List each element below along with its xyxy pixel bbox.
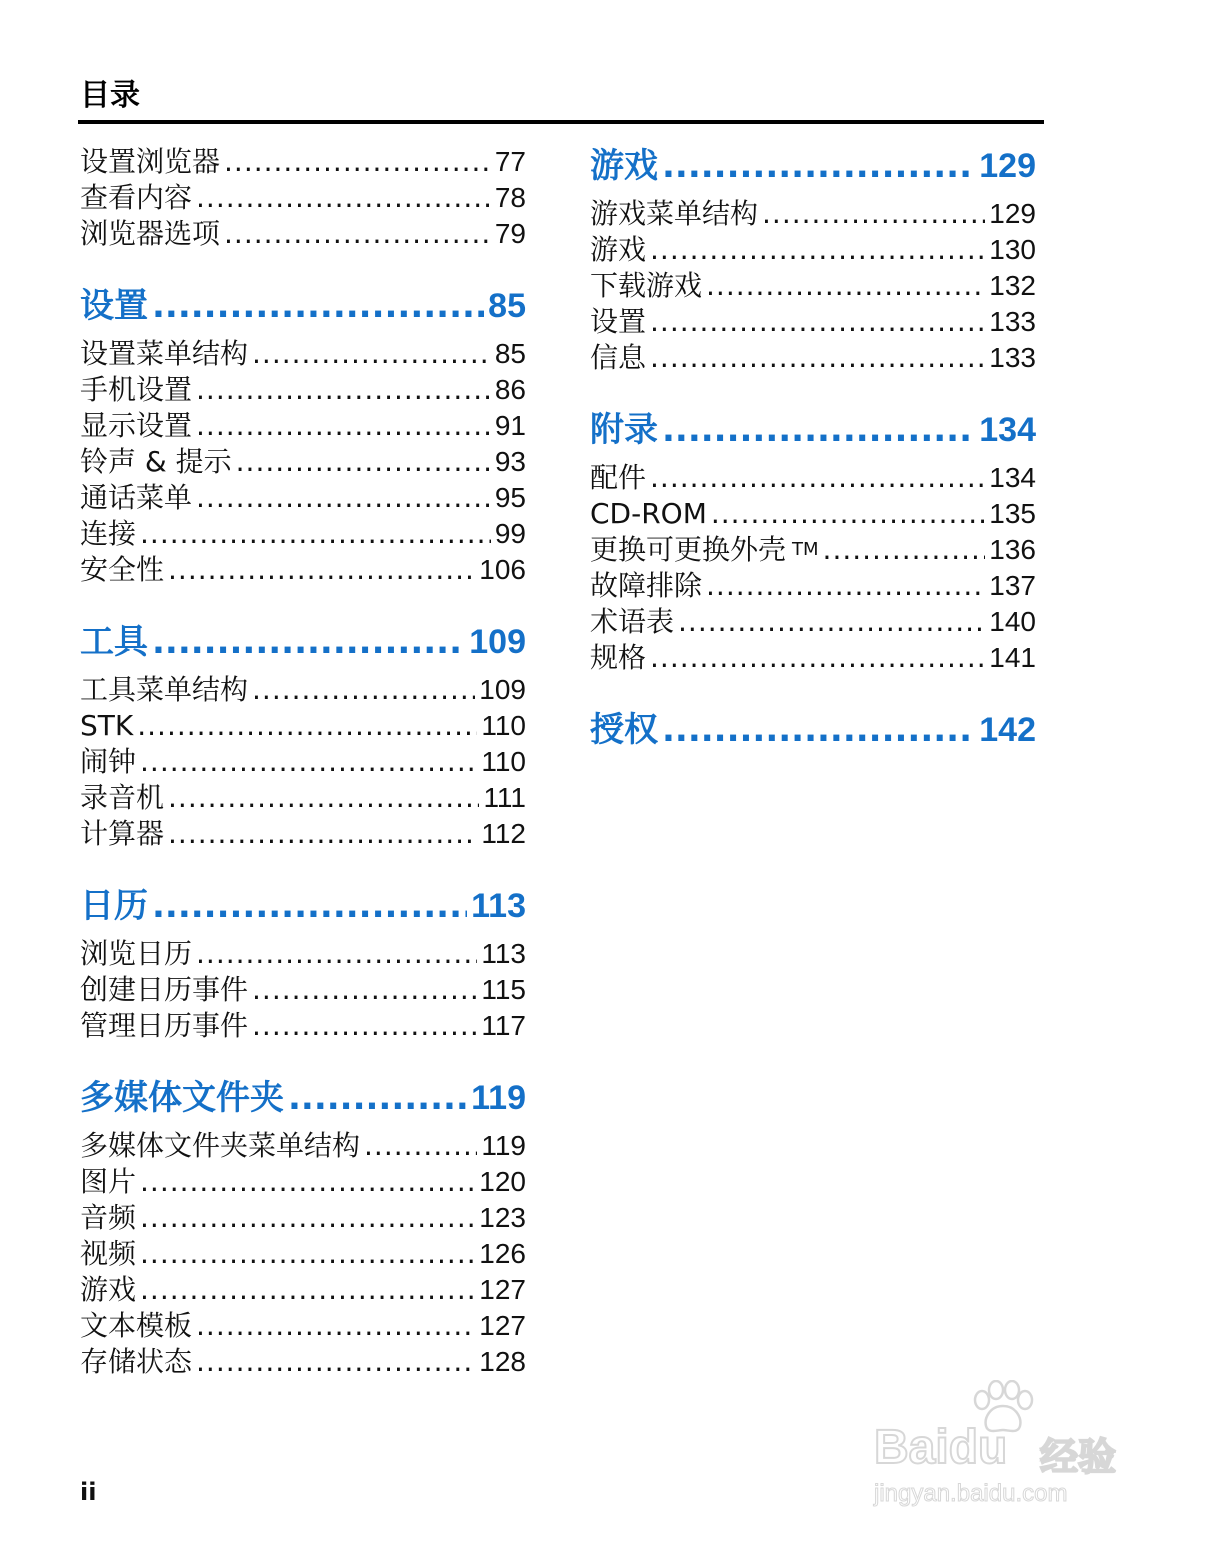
- section-title: 工具: [80, 622, 148, 662]
- section-title: 授权: [590, 710, 658, 750]
- dot-leader: [252, 1008, 477, 1044]
- entry-page-number: 111: [483, 782, 526, 813]
- entry-page-number: 133: [989, 306, 1036, 337]
- dot-leader: [152, 884, 467, 928]
- section-page-number: 109: [469, 623, 526, 661]
- dot-leader: [762, 196, 985, 232]
- entry-title: 下载游戏: [590, 269, 703, 302]
- entry-page-number: 109: [479, 674, 526, 705]
- dot-leader: [823, 532, 986, 568]
- entry-title: 音频: [80, 1201, 137, 1234]
- dot-leader: [140, 1164, 475, 1200]
- entry-title: 游戏菜单结构: [590, 197, 759, 230]
- entry-title: 更换可更换外壳: [590, 533, 787, 566]
- section-title: 多媒体文件夹: [80, 1078, 284, 1118]
- toc-section-heading[interactable]: [80, 284, 526, 328]
- section-page-number: 129: [979, 147, 1036, 185]
- toc-entry[interactable]: [80, 516, 526, 552]
- entry-title: 信息: [590, 341, 647, 374]
- entry-title: 规格: [590, 641, 647, 674]
- entry-title: 显示设置: [80, 409, 193, 442]
- dot-leader: [196, 408, 491, 444]
- toc-left-column: [80, 144, 526, 1412]
- entry-page-number: 128: [479, 1346, 526, 1377]
- entry-page-number: 106: [479, 554, 526, 585]
- toc-entry[interactable]: [80, 144, 526, 180]
- section-page-number: 85: [488, 287, 526, 325]
- entry-title: STK: [80, 709, 134, 742]
- toc-section-heading[interactable]: [590, 408, 1036, 452]
- entry-page-number: 95: [494, 482, 526, 513]
- entry-title: 手机设置: [80, 373, 193, 406]
- toc-section: [80, 620, 526, 852]
- entry-page-number: 77: [494, 146, 526, 177]
- entry-page-number: 135: [989, 498, 1036, 529]
- entry-title: 游戏: [590, 233, 647, 266]
- dot-leader: [224, 216, 491, 252]
- toc-entry[interactable]: [80, 216, 526, 252]
- dot-leader: [662, 408, 975, 452]
- entry-page-number: 99: [494, 518, 526, 549]
- entry-page-number: 115: [481, 974, 526, 1005]
- toc-entry[interactable]: [80, 1200, 526, 1236]
- dot-leader: [252, 972, 477, 1008]
- entry-page-number: 136: [989, 534, 1036, 565]
- toc-entry[interactable]: [80, 180, 526, 216]
- dot-leader: [196, 936, 477, 972]
- entry-title: 管理日历事件: [80, 1009, 249, 1042]
- dot-leader: [711, 496, 985, 532]
- toc-entry[interactable]: [80, 408, 526, 444]
- entry-page-number: 132: [989, 270, 1036, 301]
- watermark-url: jingyan.baidu.com: [874, 1480, 1068, 1507]
- toc-entry[interactable]: [80, 780, 526, 816]
- entry-title: 配件: [590, 461, 647, 494]
- dot-leader: [650, 640, 985, 676]
- dot-leader: [650, 304, 985, 340]
- dot-leader: [168, 816, 477, 852]
- entry-page-number: 140: [989, 606, 1036, 637]
- entry-title: 设置: [590, 305, 647, 338]
- section-title: 设置: [80, 286, 148, 326]
- entry-title: 录音机: [80, 781, 165, 814]
- toc-section-heading[interactable]: [590, 708, 1036, 752]
- entry-page-number: 119: [481, 1130, 526, 1161]
- toc-section-heading[interactable]: [590, 144, 1036, 188]
- dot-leader: [140, 1236, 475, 1272]
- entry-title: 术语表: [590, 605, 675, 638]
- toc-entry[interactable]: [80, 708, 526, 744]
- entry-title: 文本模板: [80, 1309, 193, 1342]
- toc-entry[interactable]: [590, 196, 1036, 232]
- toc-entry[interactable]: [590, 268, 1036, 304]
- section-title: 日历: [80, 886, 148, 926]
- entry-page-number: 110: [481, 710, 526, 741]
- header-rule: [78, 120, 1044, 124]
- dot-leader: [137, 708, 477, 744]
- entry-title: 游戏: [80, 1273, 137, 1306]
- dot-leader: [650, 460, 985, 496]
- entry-page-number: 120: [479, 1166, 526, 1197]
- toc-entry[interactable]: [80, 816, 526, 852]
- entry-title: 设置菜单结构: [80, 337, 249, 370]
- toc-entry[interactable]: [590, 304, 1036, 340]
- entry-page-number: 129: [989, 198, 1036, 229]
- dot-leader: [236, 444, 491, 480]
- entry-title: 计算器: [80, 817, 165, 850]
- entry-title: 工具菜单结构: [80, 673, 249, 706]
- dot-leader: [288, 1076, 467, 1120]
- dot-leader: [706, 268, 985, 304]
- entry-page-number: 126: [479, 1238, 526, 1269]
- entry-title: 视频: [80, 1237, 137, 1270]
- dot-leader: [140, 516, 491, 552]
- trademark-mark: TM: [792, 539, 819, 560]
- entry-page-number: 91: [494, 410, 526, 441]
- toc-section: [80, 284, 526, 588]
- toc-entry[interactable]: [80, 552, 526, 588]
- toc-right-column: [590, 144, 1036, 784]
- entry-page-number: 141: [989, 642, 1036, 673]
- entry-page-number: 112: [481, 818, 526, 849]
- toc-entry[interactable]: [80, 672, 526, 708]
- dot-leader: [662, 708, 975, 752]
- toc-entry[interactable]: [80, 936, 526, 972]
- toc-entry[interactable]: [590, 340, 1036, 376]
- dot-leader: [196, 372, 491, 408]
- entry-title: 设置浏览器: [80, 145, 221, 178]
- section-page-number: 134: [979, 411, 1036, 449]
- entry-page-number: 127: [479, 1274, 526, 1305]
- toc-entry[interactable]: [80, 744, 526, 780]
- baidu-watermark: [860, 1380, 1160, 1510]
- section-title: 游戏: [590, 146, 658, 186]
- toc-entry[interactable]: [80, 372, 526, 408]
- entry-title: 闹钟: [80, 745, 137, 778]
- entry-page-number: 85: [494, 338, 526, 369]
- toc-section: [80, 884, 526, 1044]
- entry-page-number: 117: [481, 1010, 526, 1041]
- entry-page-number: 123: [479, 1202, 526, 1233]
- section-page-number: 142: [979, 711, 1036, 749]
- toc-entry[interactable]: [590, 232, 1036, 268]
- toc-entry[interactable]: [80, 1236, 526, 1272]
- toc-entry[interactable]: [590, 604, 1036, 640]
- entry-page-number: 110: [481, 746, 526, 777]
- toc-section: [80, 144, 526, 252]
- toc-entry[interactable]: [80, 480, 526, 516]
- entry-title: 存储状态: [80, 1345, 193, 1378]
- toc-entry[interactable]: [80, 1128, 526, 1164]
- dot-leader: [196, 180, 491, 216]
- entry-title: 通话菜单: [80, 481, 193, 514]
- dot-leader: [140, 744, 477, 780]
- dot-leader: [678, 604, 985, 640]
- dot-leader: [706, 568, 985, 604]
- entry-title: 故障排除: [590, 569, 703, 602]
- toc-section: [590, 144, 1036, 376]
- dot-leader: [140, 1200, 475, 1236]
- entry-title: CD-ROM: [590, 497, 707, 530]
- entry-page-number: 113: [481, 938, 526, 969]
- toc-entry[interactable]: [80, 1344, 526, 1380]
- entry-title: 安全性: [80, 553, 165, 586]
- entry-page-number: 79: [494, 218, 526, 249]
- entry-title: 连接: [80, 517, 137, 550]
- dot-leader: [196, 1344, 475, 1380]
- dot-leader: [152, 284, 484, 328]
- entry-title: 浏览器选项: [80, 217, 221, 250]
- dot-leader: [140, 1272, 475, 1308]
- entry-page-number: 134: [989, 462, 1036, 493]
- entry-page-number: 93: [494, 446, 526, 477]
- entry-title: 浏览日历: [80, 937, 193, 970]
- toc-section-heading[interactable]: [80, 620, 526, 664]
- entry-page-number: 86: [494, 374, 526, 405]
- dot-leader: [252, 672, 475, 708]
- entry-page-number: 133: [989, 342, 1036, 373]
- entry-title: 创建日历事件: [80, 973, 249, 1006]
- toc-entry[interactable]: [590, 568, 1036, 604]
- entry-title: 铃声 & 提示: [80, 445, 232, 478]
- toc-section: [80, 1076, 526, 1380]
- watermark-brand: Baidu: [874, 1421, 1008, 1474]
- toc-entry[interactable]: [590, 532, 1036, 568]
- section-page-number: 113: [471, 887, 526, 925]
- dot-leader: [650, 340, 985, 376]
- toc-entry[interactable]: [80, 1008, 526, 1044]
- toc-entry[interactable]: [590, 496, 1036, 532]
- toc-entry[interactable]: [80, 1164, 526, 1200]
- entry-page-number: 78: [494, 182, 526, 213]
- dot-leader: [650, 232, 985, 268]
- dot-leader: [364, 1128, 477, 1164]
- toc-entry[interactable]: [80, 972, 526, 1008]
- entry-page-number: 127: [479, 1310, 526, 1341]
- dot-leader: [252, 336, 491, 372]
- dot-leader: [196, 1308, 475, 1344]
- section-title: 附录: [590, 410, 658, 450]
- section-page-number: 119: [471, 1079, 526, 1117]
- toc-entry[interactable]: [80, 444, 526, 480]
- entry-title: 多媒体文件夹菜单结构: [80, 1129, 361, 1162]
- dot-leader: [662, 144, 975, 188]
- toc-section: [590, 408, 1036, 676]
- toc-section-heading[interactable]: [80, 1076, 526, 1120]
- dot-leader: [152, 620, 465, 664]
- toc-entry[interactable]: [590, 640, 1036, 676]
- toc-entry[interactable]: [590, 460, 1036, 496]
- toc-entry[interactable]: [80, 336, 526, 372]
- dot-leader: [168, 552, 475, 588]
- page-title: 目录: [80, 78, 140, 113]
- entry-page-number: 130: [989, 234, 1036, 265]
- page-number: ii: [80, 1478, 97, 1506]
- entry-page-number: 137: [989, 570, 1036, 601]
- toc-section-heading[interactable]: [80, 884, 526, 928]
- toc-entry[interactable]: [80, 1272, 526, 1308]
- dot-leader: [168, 780, 479, 816]
- watermark-sub: 经验: [1040, 1435, 1117, 1479]
- entry-title: 图片: [80, 1165, 137, 1198]
- dot-leader: [196, 480, 491, 516]
- entry-title: 查看内容: [80, 181, 193, 214]
- toc-entry[interactable]: [80, 1308, 526, 1344]
- toc-section: [590, 708, 1036, 752]
- dot-leader: [224, 144, 491, 180]
